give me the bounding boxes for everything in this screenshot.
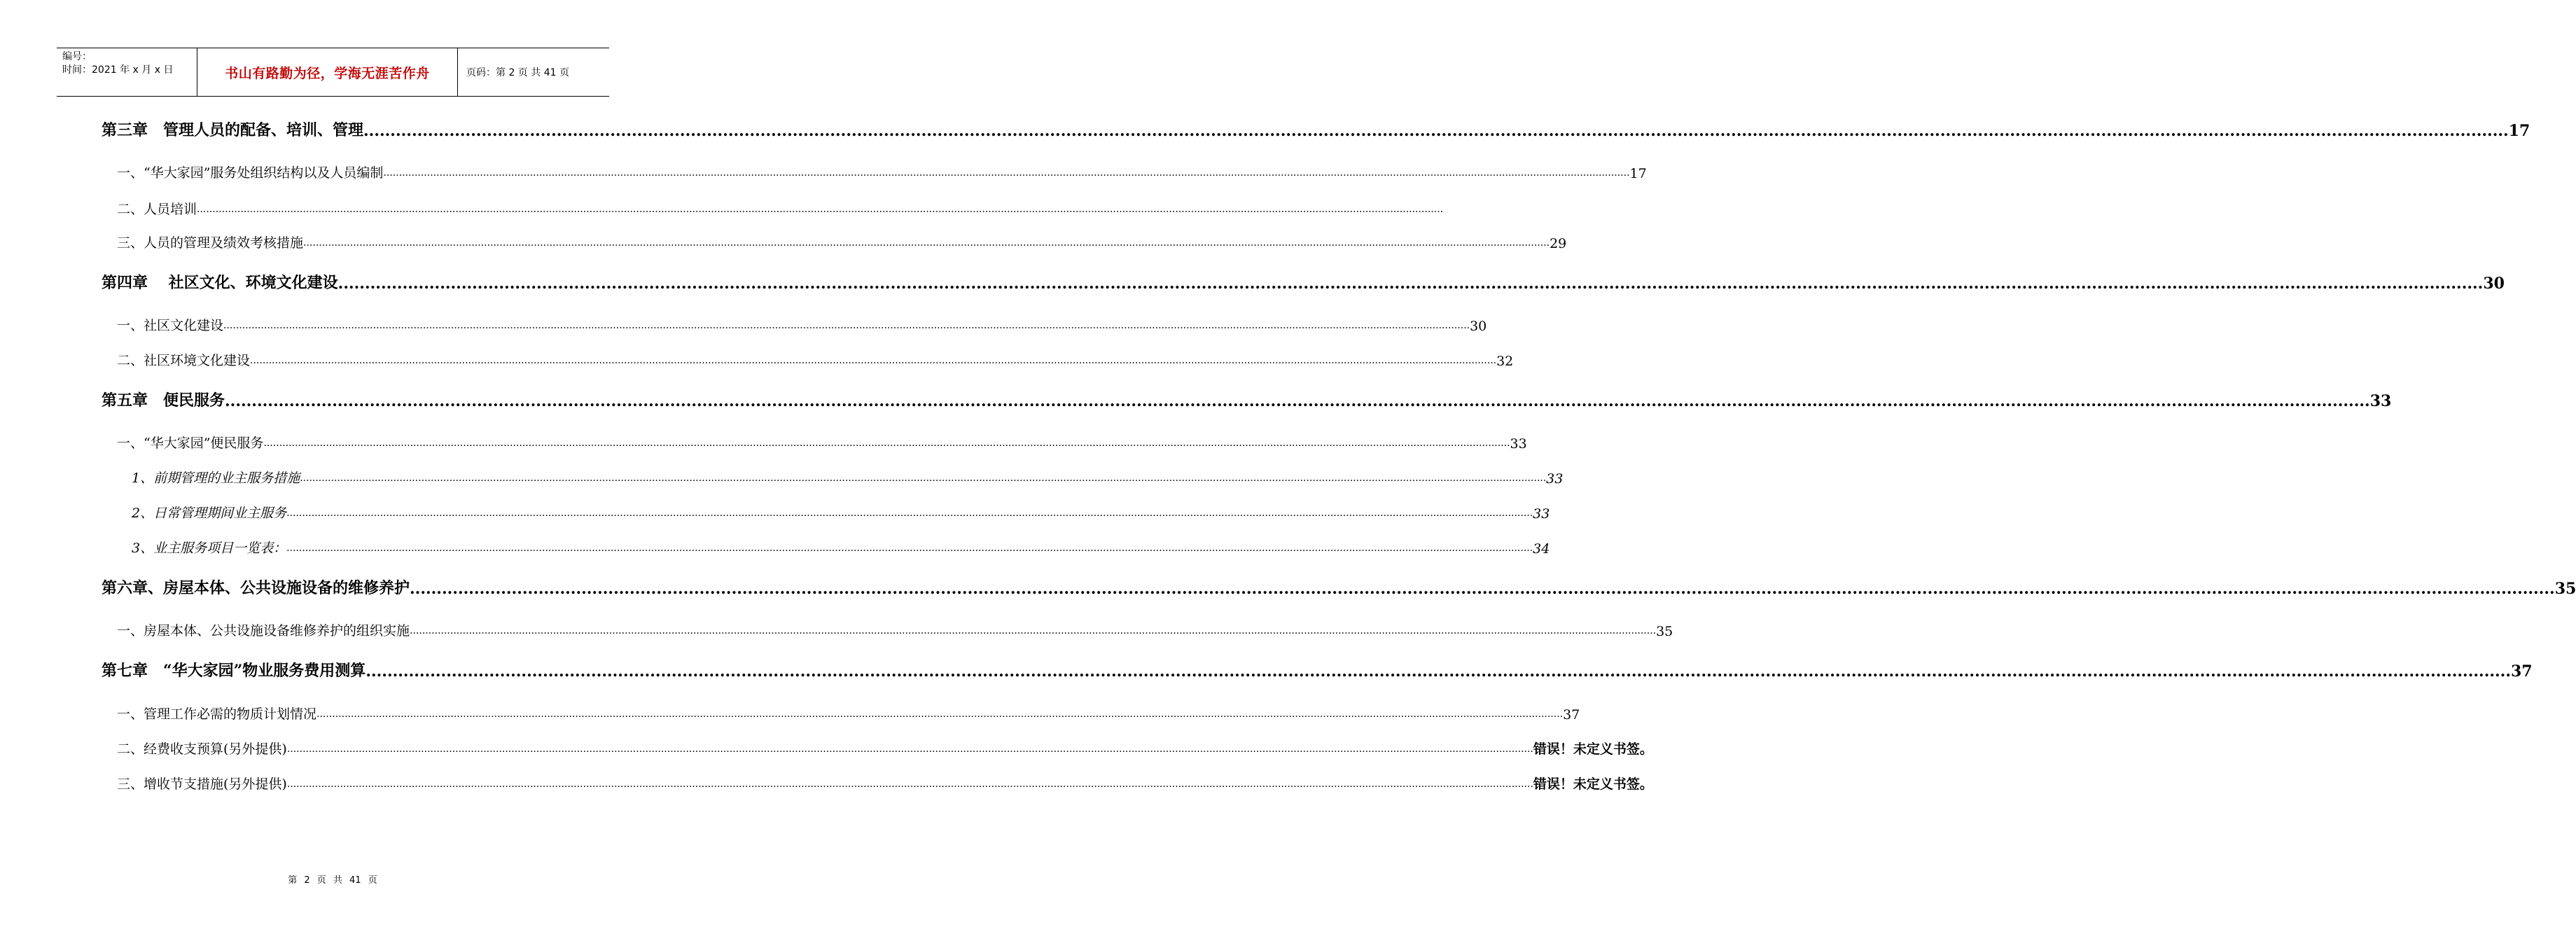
toc-entry-section[interactable] (117, 737, 1653, 758)
toc-entry-title: 一、“华大家园”服务处组织结构以及人员编制 (117, 165, 384, 181)
toc-entry-page: 32 (1496, 354, 1514, 369)
toc-entry-error-message: 错误！未定义书签。 (1533, 776, 1653, 792)
toc-entry-error-message: 错误！未定义书签。 (1533, 741, 1653, 757)
toc-dot-leader: ................................................................................................................................................................................................................................................................................................................................................................................................................ (223, 320, 1470, 331)
toc-dot-leader: ................................................................................................................................................................................................................................................................................................................................................................................................................ (286, 543, 1533, 554)
toc-dot-leader: ................................................................................................................................................................................................................................................................................................................................................................................................................ (286, 744, 1533, 755)
toc-entry-title: 第七章 “华大家园”物业服务费用测算 (102, 662, 366, 680)
header-page-info: 页码：第 2 页 共 41 页 (466, 67, 569, 78)
toc-entry-title: 二、人员培训 (117, 202, 197, 217)
toc-entry-title: 第四章 社区文化、环境文化建设 (102, 274, 338, 292)
toc-entry-chapter[interactable] (102, 660, 2533, 681)
toc-entry-section[interactable] (117, 702, 1580, 723)
toc-entry-subsection[interactable] (132, 536, 1550, 557)
toc-entry-title: 三、增收节支措施(另外提供) (117, 776, 287, 792)
page-footer: 第 2 页 共 41 页 (288, 875, 377, 886)
toc-entry-section[interactable] (117, 348, 1514, 369)
toc-entry-page: 33 (1510, 436, 1527, 452)
toc-entry-title: 二、经费收支预算(另外提供) (117, 741, 287, 757)
toc-entry-title: 2、日常管理期间业主服务 (132, 506, 287, 521)
header-motto-cell (197, 48, 458, 96)
toc-entry-page: 33 (1546, 471, 1564, 487)
toc-entry-page: 35 (1656, 624, 1673, 639)
toc-dot-leader: ................................................................................................................................................................................................................................................................................................................................................................................................................ (300, 473, 1547, 484)
toc-entry-chapter[interactable] (102, 389, 2392, 410)
toc-entry-title: 1、前期管理的业主服务措施 (132, 470, 300, 486)
toc-entry-page: 35 (2554, 580, 2576, 598)
toc-dot-leader: ................................................................................................................................................................................................................................................................................................................................................................................................................ (363, 122, 2509, 140)
toc-dot-leader: ................................................................................................................................................................................................................................................................................................................................................................................................................ (303, 237, 1550, 249)
toc-entry-subsection[interactable] (132, 501, 1550, 522)
toc-dot-leader: ................................................................................................................................................................................................................................................................................................................................................................................................................ (365, 662, 2511, 681)
toc-entry-section[interactable] (117, 197, 1444, 218)
header-meta-cell (57, 48, 197, 96)
toc-dot-leader: ................................................................................................................................................................................................................................................................................................................................................................................................................ (225, 392, 2370, 410)
toc-entry-page: 34 (1533, 541, 1550, 557)
toc-entry-chapter[interactable] (102, 119, 2530, 140)
toc-entry-page: 17 (1629, 166, 1647, 181)
toc-entry-page: 37 (2510, 662, 2533, 681)
toc-entry-title: 第六章、房屋本体、公共设施设备的维修养护 (102, 579, 410, 597)
toc-entry-title: 一、房屋本体、公共设施设备维修养护的组织实施 (117, 623, 410, 639)
toc-entry-title: 一、社区文化建设 (117, 318, 224, 333)
toc-dot-leader: ................................................................................................................................................................................................................................................................................................................................................................................................................ (410, 625, 1657, 636)
toc-entry-title: 第三章 管理人员的配备、培训、管理 (102, 121, 364, 139)
toc-entry-chapter[interactable] (102, 272, 2505, 293)
toc-dot-leader: ................................................................................................................................................................................................................................................................................................................................................................................................................ (286, 508, 1533, 519)
document-date-label: 时间：2021 年 x 月 x 日 (62, 64, 174, 76)
toc-entry-title: 一、管理工作必需的物质计划情况 (117, 706, 317, 722)
toc-entry-page: 33 (2369, 392, 2392, 410)
toc-entry-subsection[interactable] (132, 466, 1564, 487)
toc-dot-leader: ................................................................................................................................................................................................................................................................................................................................................................................................................ (263, 438, 1510, 449)
toc-entry-page: 33 (1533, 506, 1550, 522)
toc-entry-page: 29 (1550, 236, 1567, 251)
toc-entry-section[interactable] (117, 313, 1487, 334)
document-number-label: 编号： (62, 51, 92, 62)
toc-entry-section[interactable] (117, 431, 1527, 452)
toc-entry-section[interactable] (117, 772, 1653, 793)
toc-dot-leader: ................................................................................................................................................................................................................................................................................................................................................................................................................ (316, 709, 1564, 720)
toc-entry-title: 3、业主服务项目一览表： (132, 541, 287, 556)
toc-dot-leader: ................................................................................................................................................................................................................................................................................................................................................................................................................ (337, 274, 2484, 293)
header-motto: 书山有路勤为径，学海无涯苦作舟 (225, 65, 430, 81)
toc-dot-leader: ................................................................................................................................................................................................................................................................................................................................................................................................................ (197, 204, 1444, 215)
toc-entry-title: 三、人员的管理及绩效考核措施 (117, 235, 304, 251)
toc-entry-page: 17 (2508, 122, 2530, 140)
toc-dot-leader: ................................................................................................................................................................................................................................................................................................................................................................................................................ (286, 779, 1533, 790)
toc-entry-section[interactable] (117, 230, 1567, 251)
toc-dot-leader: ................................................................................................................................................................................................................................................................................................................................................................................................................ (410, 580, 2555, 598)
toc-entry-page: 30 (2483, 274, 2505, 293)
toc-entry-title: 二、社区环境文化建设 (117, 353, 251, 368)
toc-entry-page: 37 (1563, 707, 1580, 723)
page-header (57, 48, 609, 97)
header-page-cell (458, 48, 609, 96)
toc-entry-section[interactable] (117, 160, 1647, 181)
toc-entry-title: 一、“华大家园”便民服务 (117, 435, 264, 451)
toc-entry-title: 第五章 便民服务 (102, 391, 225, 410)
toc-entry-page: 30 (1470, 319, 1487, 334)
toc-entry-section[interactable] (117, 618, 1673, 639)
toc-dot-leader: ................................................................................................................................................................................................................................................................................................................................................................................................................ (250, 355, 1497, 366)
toc-dot-leader: ................................................................................................................................................................................................................................................................................................................................................................................................................ (383, 167, 1630, 179)
toc-entry-chapter[interactable] (102, 577, 2576, 598)
